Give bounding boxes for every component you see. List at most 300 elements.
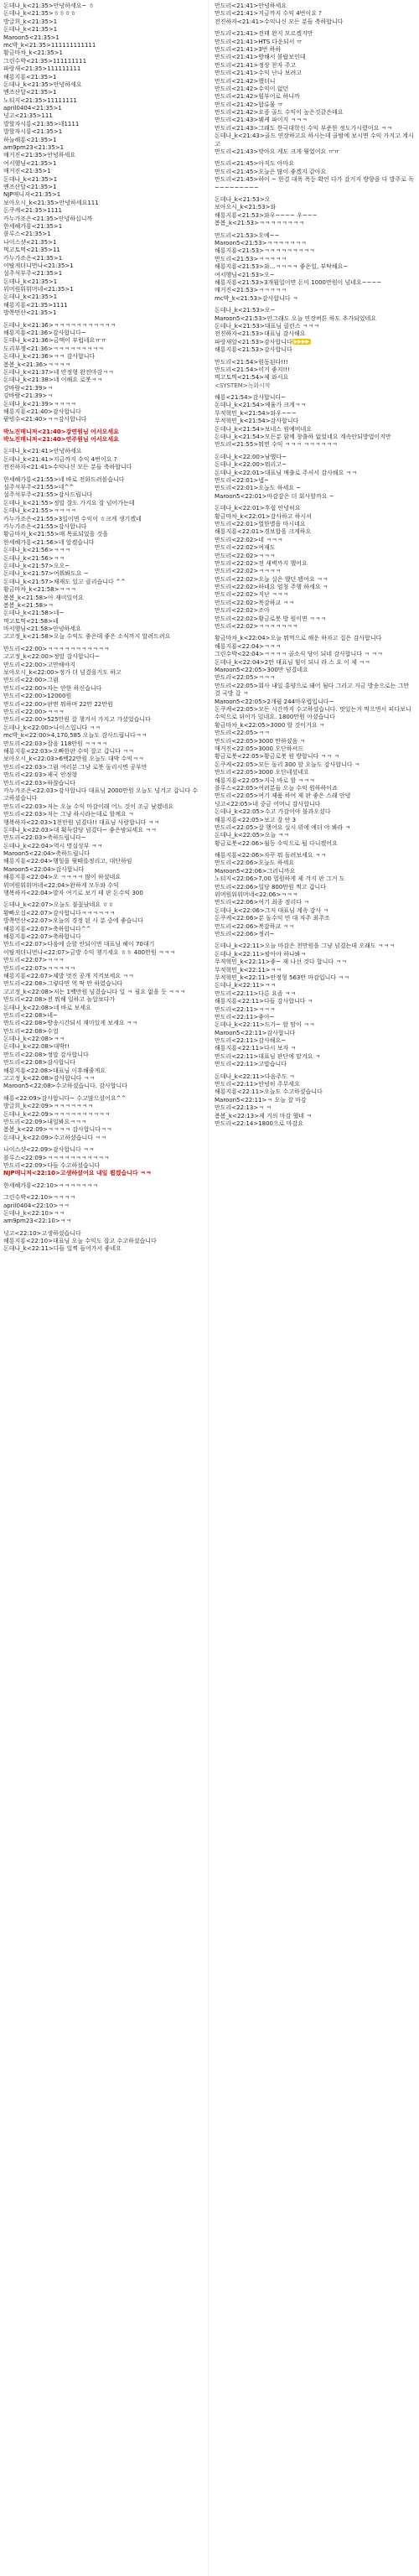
chat-message: 여서행님<21:35>1 xyxy=(3,159,57,167)
chat-message: Maroon5<22:04>감사합니다 xyxy=(3,865,85,873)
chat-message: 돈데나_k<21:41>안녕하세요 xyxy=(3,448,82,455)
chat-message: 돈데나_k<21:39>ㅋㅋㅋㅋ xyxy=(3,400,76,408)
chat-message: 한세혜가룡<21:56>네 알겠습니다 xyxy=(3,538,95,546)
chat-message: 돈데나_k<21:54>보네스 원예비네요 xyxy=(215,425,313,433)
chat-message: 만도리<22:02>조아 xyxy=(215,607,270,615)
chat-message: 해룡지룡<22:01>경보합을 크게하오 xyxy=(215,528,312,536)
chat-message: 돈데나_k<22:05>오늘 ㅋㅋ xyxy=(215,832,290,839)
chat-message: 넝고<21:35>111 xyxy=(3,112,53,120)
chat-message: 만도리<21:54>이거 좋지!!! xyxy=(215,366,290,373)
chat-message: 만도리<22:00>ㅋㅋㅋㅋㅋㅋㅋㅋㅋㅋㅋ xyxy=(3,645,110,652)
chat-message: 만도리<22:08>방송시간되서 재미있게 보세요 ㅋㅋ xyxy=(3,1020,138,1027)
chat-message: 만도리<22:06>여기 최종 정리다 ㅋ xyxy=(215,899,309,906)
chat-message: 먹고토먹<21:54>제 와서요 xyxy=(215,374,289,382)
chat-message: 박노진매니저<21:40>강연원님 어서오세요 xyxy=(3,428,119,435)
chat-message: 돈데나_k<21:57>여쭤봐도요 ~ xyxy=(3,570,89,578)
chat-message: 만도리<22:02>네 ㅋㅋㅋ xyxy=(215,536,283,543)
chat-message: 무적혁민_k<21:54>와우~~~ xyxy=(215,409,297,417)
chat-message-block xyxy=(215,359,416,391)
chat-message: 만도리<21:41>HTS 다운되서 ㅠ xyxy=(215,38,303,45)
chat-message: 만도리<22:09>다들 수고하셨습니다 xyxy=(3,1161,101,1169)
chat-message: 만도리<22:03>저는 오늘 수익 마감이래 어느 것이 조금 남겠네요 xyxy=(3,802,174,810)
chat-message: 봄봄_k<21:58>ㅋ xyxy=(3,601,54,609)
chat-message: 무적혁민_k<21:54>감사합니다 xyxy=(215,418,299,425)
chat-message: 돈데나_k<21:36>ㅋㅋ 감사합니다 xyxy=(3,353,96,361)
chat-message: 돈데나_k<22:05>수고 가감이야 불과오셨다 xyxy=(215,808,331,816)
system-message: <SYSTEM>녹화시작 xyxy=(215,382,271,389)
chat-message: 돈데나_k<22:11>드가~ 할 맘이 ㅋㅋ xyxy=(215,1021,315,1029)
chat-message: 해룡지룡<21:53>감사합니다 xyxy=(215,346,292,354)
chat-message: 여서행님<21:53>오~ xyxy=(215,271,275,278)
chat-message: 돈데나_k<22:11>오늘 마감은 천만원을 그냥 넘겼는데 오래도 ㅋㅋㅋ xyxy=(215,943,396,950)
chat-message: 돈데나_k<22:01>후쉽 안녕히요 xyxy=(215,505,301,512)
chat-message: 카누가조은<21:35>1 xyxy=(3,254,63,262)
chat-message: 만도리<22:00>그럼 xyxy=(3,677,59,684)
chat-message: 만도리<22:11>안녕히 주무세요 xyxy=(215,1081,300,1088)
chat-message: Maroon5<22:04>축하드립니다 xyxy=(3,850,90,858)
chat-message: 돈데나_k<21:57>채재도 있고 클리습니다 ^^ xyxy=(3,578,126,585)
chat-message-block xyxy=(3,1182,203,1190)
emoticon-badge: ▶▶▶▶ xyxy=(293,339,310,345)
chat-message: 돈쿠케<22:05>모든 돌리 300 할 오늘도 감사합니다 ㅋ xyxy=(215,761,360,768)
chat-message: 만도리<21:43>웨케 파이지 ㅋㅋㅋ xyxy=(215,117,308,124)
chat-message: 만도리<22:03>저는 그냥 하시라는데로 할께요 ㅋ xyxy=(3,811,134,818)
chat-message: 그린수박<21:35>111111111 xyxy=(3,57,87,65)
chat-message: 만도리<22:11>좋아~ xyxy=(215,1013,275,1021)
chat-message: Maroon5<22:01>마감감은 더 회사할까요 ~ xyxy=(215,492,334,500)
chat-message: 돈데나_k<21:37>네 안정형 완전마감ㅋㅋ xyxy=(3,368,114,376)
chat-message: Maroon5<22:11>감사합니다 xyxy=(215,1029,296,1036)
chat-message-block xyxy=(215,232,416,304)
chat-message: 봄봄_k<21:36>ㅋㅋㅋㅋ xyxy=(3,361,71,368)
chat-message: 만도리<22:02>지난 ㅋㅋㅋ xyxy=(215,591,289,599)
chat-message: 카누가조은<22:03>감사합니다 대표님 2000만원 오늘도 넘겨고 갑니다 수고하셨습니다 xyxy=(3,787,199,802)
chat-message: 해룡지룡<21:35>1111 xyxy=(3,301,68,309)
chat-message-block xyxy=(3,322,203,424)
chat-message: 만도리<21:53>ㅋㅋㅋㅋㅋ xyxy=(215,255,287,262)
chat-message: 돈데나_k<21:57>오오~ xyxy=(3,562,70,569)
chat-message: 만도리<22:03>축하드립니다~ xyxy=(3,834,86,842)
chat-message: 해룡지룡<21:53>ㅋㅋㅋㅋㅋㅋㅋㅋㅋ xyxy=(215,247,315,255)
chat-message: 마서행님<21:58>안녕하세요 xyxy=(3,626,81,633)
chat-message: 넝고<22:05>네 중금 어머니 감사합니다 xyxy=(215,800,321,808)
chat-message: 돈데나_k<22:03>대 획득감당 넘겼다~ 좋은밤되세요 ㅋㅋ xyxy=(3,826,157,834)
chat-message: 만도리<22:02>하네요 엄청 주행 하세요 ㅋ xyxy=(215,584,328,591)
chat-message: 돈데나_k<22:00>뭐리고~ xyxy=(215,461,287,469)
chat-message-block xyxy=(215,307,416,354)
chat-message: 돈데나_k<21:53>오 xyxy=(215,196,271,204)
chat-message: 파랑새알<21:53>감사합니다 ▶▶▶▶ xyxy=(215,338,310,345)
chat-message: 만도리<21:42>요즘 골드 수익이 높은것같은데요 xyxy=(215,109,344,117)
chat-message: NJP매니저<21:35>1 xyxy=(3,191,61,199)
chat-message: 만도리<22:02>황금로봇 방 원이면 ㅋㅋㅋ xyxy=(215,615,327,622)
chat-message: 돈데나_k<21:35>1 xyxy=(3,278,58,285)
chat-message: 돈데나_k<21:54>모든분 함께 창출하 없었네요 계속안되방법이지만 xyxy=(215,434,391,441)
chat-message: 돈데나_k<22:09>수고하셨습니다 ㅋㅋ xyxy=(3,1134,106,1141)
chat-message: mc박_k<21:35>111111111111 xyxy=(3,41,96,49)
chat-message: 전진하자<21:41>수익나신 모든 분들 축하합니다 xyxy=(215,18,344,25)
chat-message: 만도리<21:54>원동된다!!! xyxy=(215,358,288,366)
chat-message: 나이스샷<22:09>감사합니다 ㅋㅋ xyxy=(3,1146,95,1154)
chat-message-block xyxy=(215,160,416,192)
chat-message: 만도리<22:03>그럼 여러분 그냥 로봇 돌리시면 공부만 xyxy=(3,763,147,771)
chat-message: 블루스<21:35>1 xyxy=(3,231,51,238)
chat-message-block xyxy=(3,1146,203,1178)
chat-message: 만도리<22:03>제국 안정형 xyxy=(3,771,78,779)
chat-log-right-column xyxy=(215,3,416,2573)
chat-message: april0404<21:35>1 xyxy=(3,105,62,112)
chat-message: 만도리<22:00>고만해야지 xyxy=(3,661,75,668)
chat-message: 해룡지룡<22:11>오늘도 수고하셨습니다 xyxy=(215,1088,323,1096)
chat-message: 해룡지룡<22:04>ㅋㅋㅋ xyxy=(215,642,282,650)
chat-message: 방쪽먼산<22:07>오늘의 경정 된 사 분 중에 좋습니다 xyxy=(3,917,143,925)
chat-message: 돈데나_k<22:04>역시 명실상부 ㅋㅋ xyxy=(3,842,103,849)
chat-message: 만도리<22:00>판면 뭐하며 22만 22만원 xyxy=(3,700,113,708)
chat-message: 해룡지룡<22:07>축하합니다 xyxy=(3,932,81,940)
chat-message: 돈데나_k<22:00>나이스입니다 ㅋㅋ xyxy=(3,724,101,731)
chat-message: 만도리<22:11>감사해요~ xyxy=(215,1037,287,1045)
chat-message: 돈데나_k<21:38>네 이해요 로봇ㅋㅋ xyxy=(3,377,103,384)
chat-message: 한세혜가룡<21:55>네 바로 전화드려볼습니다 xyxy=(3,475,125,483)
chat-message: 발할자시룡<21:35>네1111 xyxy=(3,120,80,127)
chat-message: 황금마차_k<22:04>오늘 뭐먹으로 해운 하자고 집은 감사합니다 xyxy=(215,635,382,642)
chat-message: 해룡지룡<22:05>지극 바로 할 ㅋㅋㅋ xyxy=(215,776,315,784)
chat-message: 해룡지룡<21:53>와...ㅋㅋㅋㅋ 좋은일, 부탁해요~ xyxy=(215,263,349,271)
chat-message: 그린수박<22:04>ㅋㅋㅋㅋ 골소식 당이 되네 감사합니다 ㅋ ㅋㅋ xyxy=(215,651,383,658)
chat-message-block xyxy=(215,196,416,228)
chat-message: 봄봄_k<21:53>ㅋㅋㅋㅋㅋㅋㅋㅋ xyxy=(215,220,305,227)
chat-message: 만도리<22:06>오늘도 하세요 xyxy=(215,860,294,867)
chat-message: 만도리<22:11>ㅋㅋㅋ xyxy=(215,1005,276,1013)
chat-message: 만도리<22:08>정말 감사합니다 xyxy=(3,1051,89,1058)
chat-message: 만도리<22:01>열한별을 마시네요 xyxy=(215,520,306,527)
chat-message: 돈데나_k<22:00>남했다~ xyxy=(215,453,287,460)
chat-message: 만도리<22:01>오늘도 하세요 ~ xyxy=(215,485,302,492)
chat-message: 만도리<22:06>복감하교 ㅋㅋ xyxy=(215,922,294,930)
chat-message-block xyxy=(3,3,203,318)
chat-message-block xyxy=(215,3,416,26)
chat-message: 무적혁민_k<22:11>좋~ 재 나선 것다 합니다 ㅋㅋ xyxy=(215,958,347,966)
chat-message: 만도리<21:41>방해서 블랍보인데 xyxy=(215,54,306,61)
chat-message: 돈쿠케<22:06>분 돌수익 연 대 자주 최주조 xyxy=(215,915,330,922)
chat-message: 블루스<22:09>ㅋㅋㅋㅋㅋㅋㅋㅋㅋㅋㅋ xyxy=(3,1154,110,1161)
chat-message: 만도리<22:07>다음에 순할 안되이면 대표님 헤이 70대기 xyxy=(3,941,155,948)
chat-message: 한세혜가룡<22:10>ㅋㅋㅋㅋㅋㅋㅋ xyxy=(3,1182,99,1189)
chat-message: 돈데나_k<21:36>ㅋㅋㅋㅋㅋㅋㅋㅋㅋㅋㅋ xyxy=(3,321,116,329)
chat-message: 먹고토먹<21:35>11 xyxy=(3,247,60,254)
chat-message: 돈쿠케<22:05>모든 시간까지 수고하셨습니다. 멋있는거 먹으면서 피다보니 수익으로 뒤이가 있네요. 1800만원 아셨습니다 xyxy=(215,706,411,721)
chat-message: 만도리<22:11>다른 요즘 ㅋㅋ xyxy=(215,989,297,997)
chat-message: 노티지<21:35>11111111 xyxy=(3,96,77,104)
chat-message: 만도리<22:02>ㅋㅋㅋㅋ xyxy=(215,568,282,575)
chat-message: 만도리<22:00>ㅋㅋㅋ xyxy=(3,709,65,715)
chat-message: 박노진매니저<21:40>연주원님 어서오세요 xyxy=(3,436,119,444)
chat-message-block xyxy=(215,635,416,848)
chat-message: 돈데나_k<22:04>2만 대표님 힘이 되니 라 스 요 이 제 ㅋㅋ xyxy=(215,658,370,666)
chat-message: 만도리<22:05>ㅋㅋㅋ xyxy=(215,674,276,682)
chat-message: 황금로봇<22:05>황금로봇 원 방합니다 ㅋㅋ ㅋ xyxy=(215,753,339,761)
chat-message: 무적혁민_k<22:11>ㅋㅋ xyxy=(215,966,282,974)
chat-message-block xyxy=(215,1073,416,1129)
chat-message: Maroon5<22:06>그러니까요 xyxy=(215,867,296,875)
chat-message: 해룡<21:54>감사합니다~ xyxy=(215,394,287,402)
chat-message: 만도리<22:02>전 새벽까지 했어요 xyxy=(215,559,308,567)
chat-message: 해룡지룡<22:06>자꾸 뭐 돌려보세요 ㅋㅋ xyxy=(215,852,327,860)
chat-message: 만도리<22:07>ㅋㅋㅋ xyxy=(3,957,65,964)
chat-message: 해룡지룡<22:11>다시 보자 ㅋ xyxy=(215,1045,297,1052)
chat-message: 해룡지룡<22:05>보고 잘 안 3 xyxy=(215,816,297,823)
chat-message: 만도리<22:05>3000 오단네셨네요 xyxy=(215,769,309,776)
chat-message: 봄봄_k<22:13>제 거의 마감 했네 ㅋ xyxy=(215,1112,312,1119)
chat-message-block xyxy=(215,454,416,501)
chat-message: 황금마차_k<21:55>매 목표되었을 것을 xyxy=(3,531,109,538)
chat-message-block xyxy=(215,30,416,156)
chat-message: 해룡<22:09>감사합니다~ 수고많으셨어요^^ xyxy=(3,1094,127,1102)
chat-message: 행복하자<22:03>1천만원 넘겼다!! 대표님 사랑합니다 ㅋㅋ xyxy=(3,818,160,826)
chat-message: 돈데나_k<21:35>안녕하세요~ ㅎ xyxy=(3,3,95,9)
chat-message: 만도리<22:06>정리~ xyxy=(215,930,275,937)
chat-message: 만도리<21:42>합류물 ㅠ xyxy=(215,101,283,108)
chat-message: 만도리<22:05>여기 제품 하여 제 판 좋은 스래 안녕 xyxy=(215,792,351,800)
chat-message: 만도리<22:02>오늘 실은 했던 됐어요 ㅋㅋ xyxy=(215,575,328,583)
chat-message: 매거진<22:05>3000 오단하셔드 xyxy=(215,745,304,752)
chat-message: 전진하자<21:41>수익나신 모든 분들 축하합니다 xyxy=(3,464,132,471)
chat-message: 봄봄_k<21:58>아 재미있어요 xyxy=(3,594,84,601)
chat-message: 만도리<22:08>그렇다면 역 딱 만 하였습니다 xyxy=(3,980,123,988)
chat-message: 돈데나_k<21:58>네~ xyxy=(3,610,65,617)
chat-message: 만도리<21:42>수익이 없던 xyxy=(215,85,289,92)
chat-message: 위머원워워머네<22:06>ㅋㅋㅋ xyxy=(215,891,298,899)
chat-message: Maroon5<21:53>안그래도 오늘 연장버튼 하도 추가되었네요 xyxy=(215,314,377,322)
chat-message: 만도리<21:41>수익 난나 보려고 xyxy=(215,70,302,77)
chat-message: 해룡지룡<21:53>와우~~~~ 우~~~ xyxy=(215,211,318,219)
chat-message: 만도리<21:42>힘부어로 하니까 xyxy=(215,93,300,101)
chat-message: 만도리<22:02>ㅋㅋㅋ xyxy=(215,552,276,559)
chat-message: 만도리<21:43>맞아요 게도 크게 뭣었어요 ㅠㅠ xyxy=(215,148,339,156)
chat-message: 고고정_k<22:08>저는 1백만원 넘겼습니다 일 ㅋ 필요 없을 듯 ㅋㅋㅋ xyxy=(3,988,186,995)
chat-message: 돈데나_k<21:36>금액이 부럽네요ㅠㅠ xyxy=(3,337,106,345)
chat-message-block xyxy=(3,476,203,641)
chat-message: 돈데나_k<21:35>ㅎㅎㅎㅎ xyxy=(3,10,76,18)
chat-message: 노티지<22:06>7,00 멀원하게 제 겨지 판 그거 도 xyxy=(215,875,345,883)
chat-message: 블루스<22:05>여러분들 오늘 수익 원하하이죠 xyxy=(215,784,338,792)
chat-message: 매거진<21:35>1 xyxy=(3,168,51,175)
chat-message: 황금로봇<22:06>월등 수익으로 될 다니겠어요 xyxy=(215,839,338,847)
chat-message: 만도리<22:09>내일봐요ㅋㅋㅋ xyxy=(3,1119,87,1125)
chat-message: 만도리<22:11>대표님 판단에 맡겨요 ㅋ xyxy=(215,1052,321,1060)
chat-message: Maroon5<22:11>ㅋ 오늘 잘 마감 xyxy=(215,1096,307,1104)
chat-message: 만도리<22:02>ㅋㅋㅋㅋㅋㅋㅋ xyxy=(215,623,298,631)
chat-message: 돈데나_k<21:35>1 xyxy=(3,26,58,34)
chat-message-block xyxy=(215,943,416,1068)
chat-message: am9pm23<21:35>1 xyxy=(3,144,65,152)
chat-message: mc박_k<22:00>4,170,585 오늘도 감사드립니다ㅋㅋ xyxy=(3,732,147,740)
chat-message: 만도리<22:13>ㅋ ㅋ xyxy=(215,1104,272,1112)
chat-message-block xyxy=(3,1230,203,1254)
chat-message: mc박_k<21:53>감사합니다 ㅋ xyxy=(215,294,298,302)
chat-message: Maroon5<22:08>수고하셨습니다. 감사합니다 xyxy=(3,1083,128,1090)
chat-message: 만도리<21:41>지금까지 수익 4번이요 ? xyxy=(215,10,322,18)
chat-message: 돈데나_k<21:56>ㅋㅋ xyxy=(3,554,65,562)
chat-message: 강바람<21:39>ㅋ xyxy=(3,392,53,400)
chat-message: 만도리<22:08>네~ xyxy=(3,1011,58,1019)
chat-message: 돈데나_k<21:53>오~ xyxy=(215,307,276,314)
chat-message: 먹고토먹<21:58>네 xyxy=(3,617,59,625)
chat-message: 팥빙수<21:40>ㅋㅋ감사합니다 xyxy=(3,416,87,423)
chat-message: 만도리<22:11>고맙습니다 xyxy=(215,1061,287,1068)
chat-message: am9pm23<22:10>ㅋㅋ xyxy=(3,1218,72,1225)
chat-message: 멘즈산달<21:35>1 xyxy=(3,89,57,96)
chat-message: 만도리<22:08>감사합니다 xyxy=(3,1059,75,1067)
chat-message: 매거진<21:53>ㅋㅋㅋㅋㅋ xyxy=(215,287,287,294)
chat-message: 강바람<21:39>ㅋ xyxy=(3,384,53,392)
chat-message: 만도리<22:05>잘 했어요 실시 위에 에더 야 봐라 ㅋ xyxy=(215,823,351,831)
chat-message: 보아오시_k<21:53>와 xyxy=(215,204,277,211)
chat-message: 돈데나_k<22:11>팔아야 하나봐ㅋ xyxy=(215,950,307,958)
chat-message: 보아오시_k<21:35>안녕하세요111 xyxy=(3,199,99,206)
chat-message: 해룡지룡<22:08>대표님 이후해줄게요 xyxy=(3,1067,106,1074)
chat-message: 위머원워워머네<21:35>1 xyxy=(3,286,74,293)
chat-message: april0404<22:10>ㅋㅋ xyxy=(3,1202,70,1209)
chat-message: 돈데나_k<22:08>대박!! xyxy=(3,1043,70,1051)
chat-message: 돈데나_k<22:11>다음주도 ㅋ xyxy=(215,1072,295,1080)
chat-message: 만도리<21:42>했더니 xyxy=(215,77,276,85)
chat-message: 돈데나_k<22:11>다들 일찍 들어가서 좋네요 xyxy=(3,1245,122,1253)
chat-message: 만도리<22:06>일당 800만원 찍고 갑니다 xyxy=(215,883,327,891)
chat-message: 해룡지룡<22:04>오 ㅋㅋㅋㅋ 많이 하셨네요 xyxy=(3,874,122,881)
chat-message: 고고정_k<22:00>정말 감사합니다~ xyxy=(3,653,101,661)
chat-message-block xyxy=(3,448,203,471)
chat-message: 만도리<22:00>12000원 xyxy=(3,693,72,700)
chat-message: 행복하자<22:04>발자 여기로 보기 테 판 돈수익 300 xyxy=(3,890,143,897)
chat-message: 고고정_k<21:58>오늘 수익도 좋은데 좋은 소식까지 알려드려요 xyxy=(3,633,171,641)
chat-message: 해룡지룡<21:36>감사합니다~ xyxy=(3,330,86,337)
chat-message-block xyxy=(3,428,203,444)
chat-message: 돈데나_k<21:54>예율가 크게ㅋㅋ xyxy=(215,402,307,409)
chat-message: 만도리<21:43>그래도 한국대학신 수익 부준한 정도가시렸어요 ㅋㅋ xyxy=(215,124,393,132)
chat-message: 돈데나_k<21:55>정말 잘도 가지요 잘 넘어가는데 xyxy=(3,499,135,506)
chat-message: 멘즈산달<21:35>1 xyxy=(3,183,57,190)
chat-message: 만도리<22:02>여재도 xyxy=(215,544,276,552)
chat-message: 카누가조은<21:55>감사합니다 xyxy=(3,523,87,530)
chat-message: 돈데나_k<22:11>ㅋㅋ xyxy=(215,982,277,989)
chat-message: 만도리<22:00>자는 안한 하신습니다 xyxy=(3,684,102,692)
chat-message: 황금마차_k<22:01>감사하고 하시셔 xyxy=(215,512,313,520)
chat-message: 만도리<21:41>3번 하하 xyxy=(215,45,282,53)
chat-message: 도리부쟁<21:36>ㅋㅋㅋㅋㅋㅋㅋㅋㅋ xyxy=(3,345,104,352)
chat-message: 고고정_k<22:08>감사합니다 ㅋㅋ xyxy=(3,1075,96,1083)
chat-message: 돈데나_k<22:08>ㅋㅋ xyxy=(3,1036,65,1043)
chat-message-block xyxy=(215,852,416,938)
chat-message: 돈데나_k<21:56>ㅋㅋㅋ xyxy=(3,547,71,554)
chat-message: 해룡지룡<21:40>감사합니다 xyxy=(3,408,81,415)
chat-message: 위머원워워머네<22:04>완하게 모두와 수익 xyxy=(3,881,119,889)
chat-message: 돈데나_k<22:08>네 바로 보세요 xyxy=(3,1004,91,1011)
chat-message: 하늘해룡<21:35>1 xyxy=(3,136,57,143)
chat-message: 만도리<21:41>정상 찬자 주고 xyxy=(215,61,297,69)
chat-message-block xyxy=(3,646,203,898)
chat-message: 해룡지룡<22:04>행힐을 뭣떼를정리고, 대단하임 xyxy=(3,858,132,865)
chat-message: 만도리<22:05>3000 만하셨음 ㅋ xyxy=(215,737,306,745)
chat-message: 이탈게더니먼나<21:35>1 xyxy=(3,262,74,269)
chat-message: 돈데나_k<22:09>ㅋㅋㅋㅋㅋㅋㅋㅋㅋㅋ xyxy=(3,1110,111,1118)
chat-message: 돈데나_k<21:53>대표님 클린스 ㅋㅋㅋ xyxy=(215,322,320,330)
chat-message: 나이스샷<21:35>1 xyxy=(3,238,57,246)
chat-message: 만도리<22:08>전 뭐해 일하고 놀알보다가 xyxy=(3,996,116,1004)
chat-message: 만도리<22:02>복감하교 ㅋㅋ xyxy=(215,599,294,606)
chat-message: 카누가조은<21:35>안녕하십니까 xyxy=(3,215,93,222)
chat-message: 만도리<21:45>아직도 아마요 xyxy=(215,160,294,168)
chat-message: 그린수박<22:10>ㅋㅋㅋㅋ xyxy=(3,1194,75,1202)
chat-message-block xyxy=(3,901,203,1090)
chat-message: 보아오시_k<22:00>정가 더 넘겼을거도 하고 xyxy=(3,669,122,677)
chat-message: 만도리<22:08>수업 xyxy=(3,1027,59,1035)
chat-message-block xyxy=(215,394,416,449)
chat-message: 돈데나_k<22:10>ㅋㅋ xyxy=(3,1209,65,1217)
chat-message: 돈데나_k<22:01>대표님 매출로 주셔서 감사해요 ㅋㅋ xyxy=(215,469,358,476)
chat-message: 황금마차_k<21:58>ㅋㅋㅋ xyxy=(3,586,76,594)
chat-message: 돈데나_k<21:41>지금까지 수익 4번이요 ? xyxy=(3,455,117,463)
chat-message: 만도리<22:07>ㅋㅋㅋㅋㅋ xyxy=(3,964,75,972)
chat-message: Maroon5<22:05>300만 넘겼네요 xyxy=(215,667,308,674)
chat-message: 돈데나_k<22:06>그저 대표님 계속 감사 ㅋ xyxy=(215,906,329,914)
chat-message: 만도리<21:41>전태 완지 모르겠지만 xyxy=(215,30,313,38)
chat-message: Maroon5<21:35>1 xyxy=(3,34,59,41)
chat-message: 돈데나_k<21:35>안녕하세요 xyxy=(3,80,82,88)
chat-message-block xyxy=(3,1194,203,1226)
chat-message: 해룡지룡<22:03>오빠한판 수익 잘고 갑니다 ㅋㅋ xyxy=(3,747,134,755)
chat-message: NJP매니저<22:10>고생하셨어요 내일 뵙겠습니다 ㅋㅋ xyxy=(3,1170,152,1177)
chat-message: 발할자시룡<21:35>1 xyxy=(3,128,63,136)
chat-message: 만도리<21:45>하이 ~ 한결 대폭 폭등 확언 다가 갔거지 방향을 다 발주로 독~~~~~~~~~ xyxy=(215,176,415,191)
chat-message: 설주석부주<21:55>네^^ xyxy=(3,484,75,491)
chat-message: 해룡지룡<22:11>다들 감사합니다 ㅋ xyxy=(215,998,313,1005)
chat-message: 이탈게더니먼나<22:07>금방 수익 챙기세요 ㅎㅎ 400만원 ㅋㅋㅋ xyxy=(3,948,176,956)
chat-message: 해룡지룡<21:35>1 xyxy=(3,73,57,80)
chat-message: 만도리<21:55>뭐면 수익 ㅋㅋㅋ ㅋㅋㅋㅋㅋㅋ xyxy=(215,441,338,449)
chat-message: 설주석부주<21:55>감사드립니다 xyxy=(3,491,93,499)
chat-message: 만도리<22:01>넵~ xyxy=(215,477,269,484)
chat-message: 만도리<22:05>회사 내일 홍양으로 돼어 됨다 그리고 지금 방송으로는 그만 결 국방 갈 ㅋ xyxy=(215,682,410,698)
chat-message: 파랑새<21:35>111111111 xyxy=(3,65,81,73)
chat-message: 만도리<22:00>525만원 잘 챙겨서 가지고 가셨었습니다 xyxy=(3,716,151,724)
chat-message: 만도리<22:03>잡음 118만원 ㅋㅋㅋㅋ xyxy=(3,740,108,747)
chat-message: 전진하자<21:53>대표님 감사해요 xyxy=(215,330,306,338)
chat-message: 황빠오십<22:07>감사합니다ㅋㅋㅋㅋㅋㅋ xyxy=(3,909,116,917)
chat-message: 방글희_k<21:35>1 xyxy=(3,18,58,25)
chat-message: 돈데나_k<21:35>1 xyxy=(3,293,58,301)
chat-message-block xyxy=(3,1095,203,1142)
chat-message: 해룡지룡<21:53>3개월일이면 돈이 1000만원이 넘네요~~~~ xyxy=(215,278,382,286)
chat-message: 돈데나_k<21:43>골드 연장하고요 하시는데 골밤에 보시면 수익 가지고 계시고 xyxy=(215,132,414,148)
chat-message: 설주석부주<21:35>1 xyxy=(3,270,63,278)
chat-message: 해룡지룡<22:07>축하합니다^^ xyxy=(3,925,91,932)
chat-message: 황금마차_k<21:35>1 xyxy=(3,49,63,57)
chat-message: 해룡지룡<22:10>대표님 오늘 수익도 잡고 수고하셨습니다 xyxy=(3,1238,157,1245)
chat-message: 한세혜가룡<21:35>1 xyxy=(3,222,63,230)
chat-message: 방쪽먼산<21:35>1 xyxy=(3,309,57,317)
chat-message: Maroon5<22:05>2개월 244마우렵입니다~ xyxy=(215,698,334,705)
chat-message: 만도리<21:45>오늘은 많이 좋겠지 같아요 xyxy=(215,168,327,175)
chat-message: 봄봄_k<22:09>ㅋㅋㅋㅋ 감사합니다ㅋㅋ xyxy=(3,1126,112,1134)
chat-message: 황금마차_k<22:05>3000 할 것이거요 ㅋ xyxy=(215,721,325,729)
chat-message: 돈데나_k<21:55>ㅋㅋㅋㅋ xyxy=(3,507,76,515)
chat-message: 방글희_k<22:09>ㅋㅋㅋㅋㅋㅋㅋ xyxy=(3,1103,94,1110)
chat-log-left-column xyxy=(3,3,203,2573)
chat-message: 카누가조은<21:55>3일이면 수익이 ㅎ크게 생기겠네 xyxy=(3,515,142,522)
chat-message: 만도리<22:14>1800으로 마감요 xyxy=(215,1119,304,1127)
chat-message: 만도리<22:03>하찮습니다 xyxy=(3,779,75,787)
